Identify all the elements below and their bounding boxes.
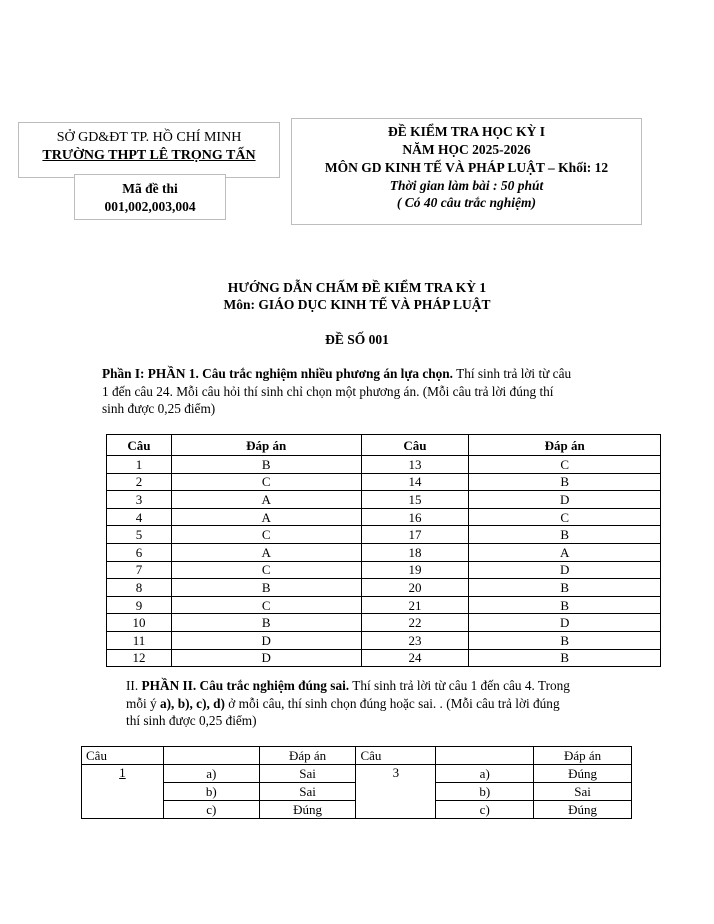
question-number: 1: [107, 456, 172, 474]
question-number: 23: [361, 631, 469, 649]
question-number: 19: [361, 561, 469, 579]
question-number: 12: [107, 649, 172, 667]
answer-cell: C: [171, 596, 361, 614]
question-number: 6: [107, 543, 172, 561]
exam-info-box: [291, 118, 642, 225]
question-number: 5: [107, 526, 172, 544]
part2-heading: PHẦN II. Câu trắc nghiệm đúng sai.: [141, 678, 350, 693]
table-row: [107, 543, 661, 561]
part1-instructions: Phần I: PHẦN 1. Câu trắc nghiệm nhiều phương án lựa chọn. Thí sinh trả lời từ câu 1 đến câu 24. Mỗi câu hỏi thí sinh chỉ chọn một phương án. (Mỗi câu trả lời đúng thí sinh được 0,25 điểm): [102, 366, 572, 416]
question-number: 14: [361, 473, 469, 491]
answer-cell: D: [171, 649, 361, 667]
guide-subject: Môn: GIÁO DỤC KINH TẾ VÀ PHÁP LUẬT: [223, 297, 491, 312]
exam-code-box: [74, 174, 226, 220]
answer-cell: C: [469, 508, 661, 526]
question-count: ( Có 40 câu trắc nghiệm): [396, 195, 537, 210]
table-row: c) Đúng c) Đúng: [82, 801, 632, 819]
answer-cell: C: [469, 456, 661, 474]
question-number: 21: [361, 596, 469, 614]
table-row: [107, 579, 661, 597]
table-header-row: Câu Đáp án Câu Đáp án: [107, 435, 661, 456]
answer-cell: C: [171, 526, 361, 544]
answer-cell: B: [469, 526, 661, 544]
school-name: TRƯỜNG THPT LÊ TRỌNG TẤN: [42, 148, 256, 163]
table-row: [107, 596, 661, 614]
question-number: 16: [361, 508, 469, 526]
department-name: SỞ GD&ĐT TP. HỒ CHÍ MINH: [56, 130, 242, 145]
answer-cell: B: [469, 596, 661, 614]
question-number: 24: [361, 649, 469, 667]
answer-cell: D: [469, 614, 661, 632]
answer-cell: B: [171, 614, 361, 632]
exam-number: ĐỀ SỐ 001: [325, 332, 389, 347]
question-number: 13: [361, 456, 469, 474]
question-number: 17: [361, 526, 469, 544]
question-number: 2: [107, 473, 172, 491]
question-number: 22: [361, 614, 469, 632]
answer-cell: A: [469, 543, 661, 561]
guide-title: HƯỚNG DẪN CHẤM ĐỀ KIỂM TRA KỲ 1: [227, 280, 487, 295]
table-row: [107, 456, 661, 474]
question-number: 11: [107, 631, 172, 649]
answer-cell: A: [171, 508, 361, 526]
answer-cell: D: [171, 631, 361, 649]
question-number: 18: [361, 543, 469, 561]
table-row: 1 a) Sai 3 a) Đúng: [82, 765, 632, 783]
part1-answer-table: [106, 434, 661, 667]
table-row: [107, 508, 661, 526]
exam-code-value: 001,002,003,004: [104, 199, 196, 214]
part2-instructions: II. PHẦN II. Câu trắc nghiệm đúng sai. Thí sinh trả lời từ câu 1 đến câu 4. Trong mỗi ý a), b), c), d) ở mỗi câu, thí sinh chọn đúng hoặc sai. . (Mỗi câu trả lời đúng thí sinh được 0,25 điểm): [126, 678, 570, 728]
question-number: 3: [107, 491, 172, 509]
table-row: [107, 491, 661, 509]
question-number: 7: [107, 561, 172, 579]
subject-grade: MÔN GD KINH TẾ VÀ PHÁP LUẬT – Khối: 12: [324, 160, 609, 175]
table-row: [107, 526, 661, 544]
question-number: 10: [107, 614, 172, 632]
answer-cell: D: [469, 561, 661, 579]
question-number: 15: [361, 491, 469, 509]
exam-code-label: Mã đề thi: [122, 181, 178, 196]
question-number: 9: [107, 596, 172, 614]
answer-cell: A: [171, 491, 361, 509]
answer-cell: D: [469, 491, 661, 509]
table-row: [107, 614, 661, 632]
answer-cell: C: [171, 561, 361, 579]
table-row: [107, 649, 661, 667]
question-number: 3: [356, 765, 436, 819]
table-header-row: Câu Đáp án Câu Đáp án: [82, 747, 632, 765]
school-info-box: [18, 122, 280, 178]
exam-duration: Thời gian làm bài : 50 phút: [389, 178, 544, 193]
table-row: [107, 631, 661, 649]
answer-cell: B: [469, 473, 661, 491]
question-number: 4: [107, 508, 172, 526]
question-number: 20: [361, 579, 469, 597]
question-number: 8: [107, 579, 172, 597]
table-row: [107, 473, 661, 491]
answer-cell: A: [171, 543, 361, 561]
answer-cell: B: [171, 579, 361, 597]
table-row: b) Sai b) Sai: [82, 783, 632, 801]
school-year: NĂM HỌC 2025-2026: [402, 142, 531, 157]
exam-title: ĐỀ KIỂM TRA HỌC KỲ I: [388, 124, 545, 139]
answer-cell: B: [469, 579, 661, 597]
question-number: 1: [119, 765, 126, 780]
part1-heading: Phần I: PHẦN 1. Câu trắc nghiệm nhiều phương án lựa chọn.: [102, 366, 453, 381]
part2-answer-table: [81, 746, 632, 819]
table-row: [107, 561, 661, 579]
answer-cell: B: [469, 649, 661, 667]
answer-cell: C: [171, 473, 361, 491]
answer-cell: B: [171, 456, 361, 474]
answer-cell: B: [469, 631, 661, 649]
